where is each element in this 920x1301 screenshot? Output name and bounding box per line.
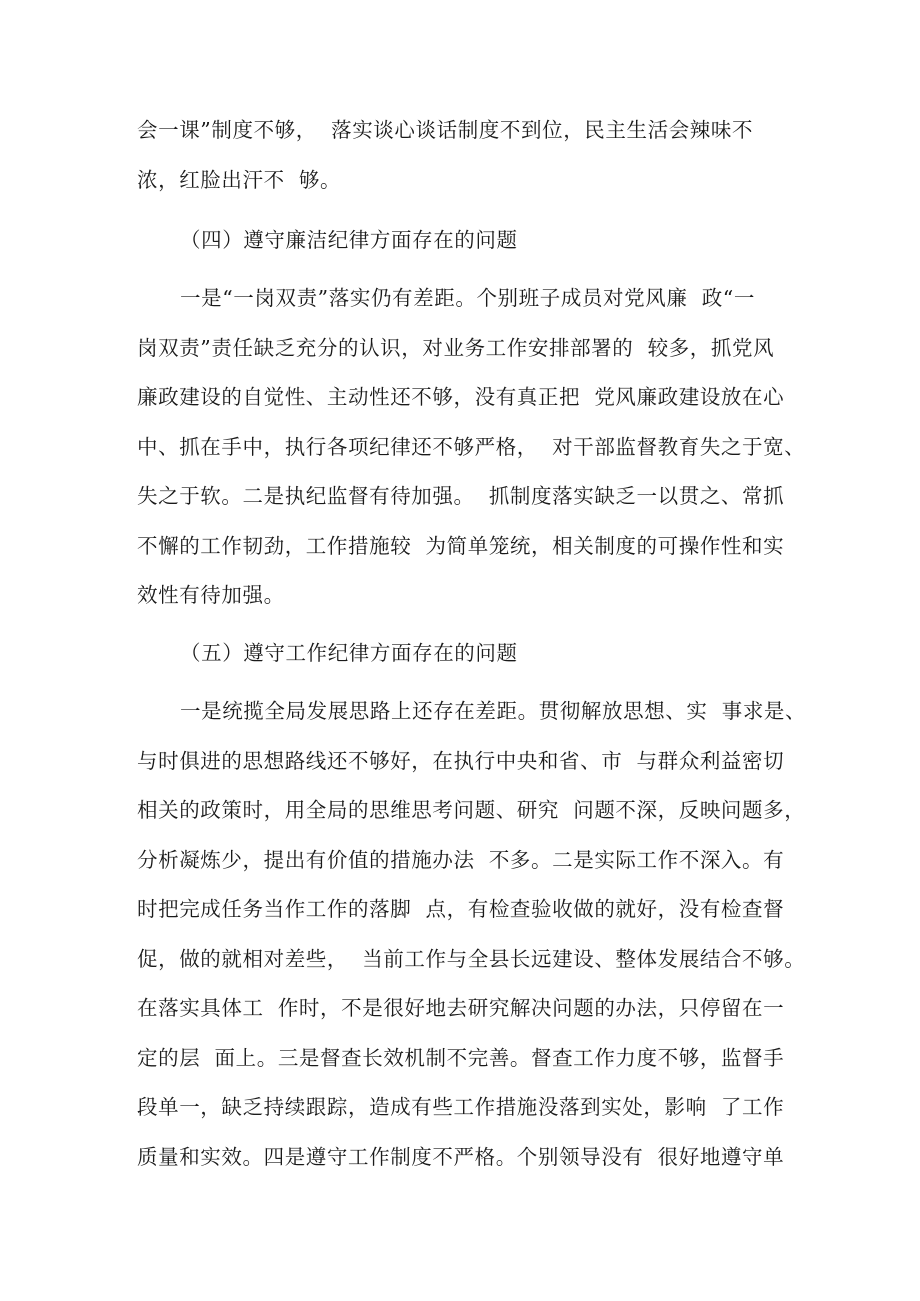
body-text-line: 定的层 面上。三是督查长效机制不完善。督查工作力度不够，监督手	[137, 1046, 785, 1070]
paragraph-first-line: 一是统揽全局发展思路上还存在差距。贯彻解放思想、实 事求是、	[180, 699, 807, 723]
body-text-line: 浓，红脸出汗不 够。	[137, 168, 342, 192]
body-text-line: 分析凝炼少，提出有价值的措施办法 不多。二是实际工作不深入。有	[137, 848, 785, 872]
body-text-line: 段单一，缺乏持续跟踪，造成有些工作措施没落到实处，影响 了工作	[137, 1095, 785, 1119]
body-text-line: 在落实具体工 作时，不是很好地去研究解决问题的办法，只停留在一	[137, 996, 785, 1020]
body-text-line: 廉政建设的自觉性、主动性还不够，没有真正把 党风廉政建设放在心	[137, 385, 785, 409]
body-text-line: 中、抓在手中，执行各项纪律还不够严格， 对干部监督教育失之于宽、	[137, 435, 806, 459]
body-text-line: 质量和实效。四是遵守工作制度不严格。个别领导没有 很好地遵守单	[137, 1145, 785, 1169]
body-text-line: 时把完成任务当作工作的落脚 点，有检查验收做的就好，没有检查督	[137, 897, 785, 921]
body-text-line: 与时俱进的思想路线还不够好，在执行中央和省、市 与群众利益密切	[137, 749, 785, 773]
body-text-line: 会一课”制度不够， 落实谈心谈话制度不到位，民主生活会辣味不	[137, 118, 754, 142]
section-heading-5: （五）遵守工作纪律方面存在的问题	[180, 641, 518, 665]
body-text-line: 不懈的工作韧劲，工作措施较 为简单笼统，相关制度的可操作性和实	[137, 534, 785, 558]
body-text-line: 岗双责”责任缺乏充分的认识，对业务工作安排部署的 较多，抓党风	[137, 336, 775, 360]
body-text-line: 促，做的就相对差些， 当前工作与全县长远建设、整体发展结合不够。	[137, 947, 806, 971]
paragraph-first-line: 一是“一岗双责”落实仍有差距。个别班子成员对党风廉 政“一	[180, 286, 755, 310]
section-heading-4: （四）遵守廉洁纪律方面存在的问题	[180, 228, 518, 252]
body-text-line: 失之于软。二是执纪监督有待加强。 抓制度落实缺乏一以贯之、常抓	[137, 484, 785, 508]
body-text-line: 效性有待加强。	[137, 583, 285, 607]
body-text-line: 相关的政策时，用全局的思维思考问题、研究 问题不深，反映问题多，	[137, 798, 806, 822]
